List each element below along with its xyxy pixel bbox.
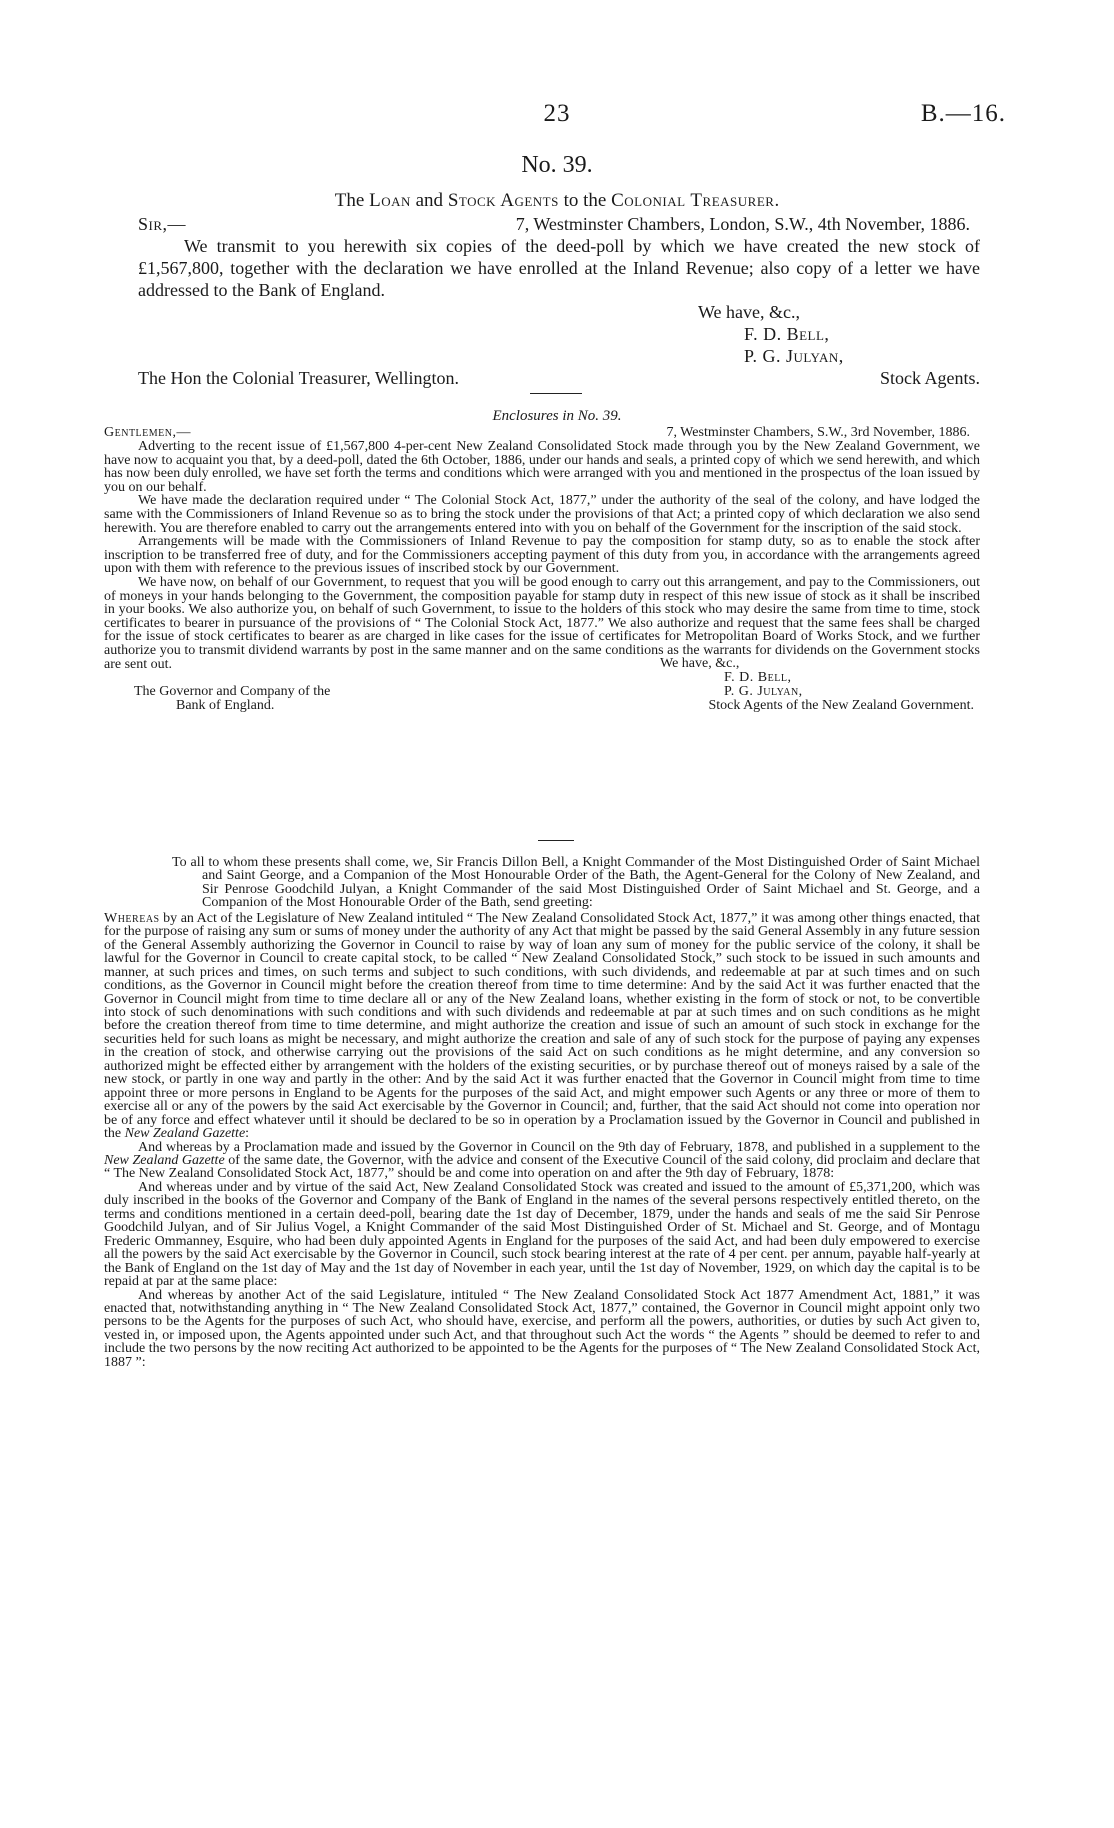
addressee-line1: The Governor and Company of the (134, 684, 331, 700)
letter-heading: The Loan and Stock Agents to the Colonial Treasurer. (334, 190, 780, 211)
document-number: No. 39. (521, 152, 593, 178)
signature-block (138, 301, 980, 411)
closing: We have, &c., (698, 302, 801, 322)
deed-opening: To all to whom these presents shall come, we, Sir Francis Dillon Bell, a Knight Commander of the Most Distinguished Order of Saint Michael and Saint George, and a Companion of the Most Honourable Order of the Bath, the Agent-General for the Colony of New Zealand, and Sir Penrose Goodchild Julyan, a Knight Commander of the said Most Distinguished Order of Saint Michael and St. George, and a Companion of the Most Honourable Order of the Bath, send greeting: (172, 855, 980, 911)
letter-two (104, 426, 980, 713)
page-number: 23 (543, 100, 571, 127)
signatory-title: Stock Agents. (879, 368, 980, 388)
signatory-bell: F. D. Bell, (724, 670, 792, 686)
addressee-line2: Bank of England. (176, 698, 275, 714)
divider (538, 840, 574, 841)
salutation: Gentlemen,— (104, 425, 191, 440)
address-date: 7, Westminster Chambers, London, S.W., 4th November, 1886. (515, 214, 970, 234)
deed-whereas: Whereas by an Act of the Legislature of New Zealand intituled “ The New Zealand Consolidated Stock Act, 1877,” it was among other things enacted, that for the purpose of raising any sum or sums of money under the authority of any Act that might be passed by the said General Assembly in any future session of the General Assembly authorizing the Governor in Council to raise by way of loan any sum of money for the public service of the colony, it shall be lawful for the Governor in Council to create capital stock, to be called “ New Zealand Consolidated Stock,” such stock to be issued in such amounts and manner, at such prices and times, on such terms and subject to such conditions, with such dividends, and redeemable at par at such times and on such conditions, as the Governor in Council might before the creation thereof from time to time determine: And by the said Act it was further enacted that the Governor in Council might from time to time declare all or any of the New Zealand loans, whether existing in the form of stock or not, to be convertible into stock of such denominations with such conditions and with such dividends and redeemable at par at such times and on such conditions as he might before the creation thereof from time to time determine, and might authorize the creation and issue of such an amount of such stock in exchange for the securities held for such loans as might be necessary, and might authorize the creation and sale of any of such stock for the purpose of paying any expenses in the creation of stock, and otherwise carrying out the provisions of the said Act on such conditions as he might determine, and any conversion so authorized might be effected either by arrangement with the holders of the existing securities, or by purchase thereof out of moneys raised by a sale of the new stock, or partly in one way and partly in the other: And by the said Act it was further enacted that the Governor in Council might from time to time appoint three or more persons in England to be Agents for the purposes of the said Act, and might empower such Agents or any three or more of them to exercise all or any of the powers by the said Act exercisable by the Governor in Council; and, further, that the said Act should not come into operation nor be of any force and effect whatever until it should be declared to be so in operation by a Proclamation issued by the Governor in Council and published in the New Zealand Gazette: (104, 910, 980, 1142)
deed-paragraph: And whereas by another Act of the said Legislature, intituled “ The New Zealand Consolidated Stock Act 1877 Amendment Act, 1881,” it was enacted that, notwithstanding anything in “ The New Zealand Consolidated Stock Act, 1877,” contained, the Governor in Council might appoint only two persons to be the Agents for the purposes of such Act, who should have, exercise, and perform all the powers, authorities, or duties by such Act given to, vested in, or imposed upon, the Agents appointed under such Act, and that throughout such Act the words “ the Agents ” should be deemed to refer to and include the two persons by the now reciting Act authorized to be appointed to be the Agents for the purposes of “ The New Zealand Consolidated Stock Act, 1887 ”: (104, 1287, 980, 1370)
signatory-bell: F. D. Bell, (744, 324, 830, 344)
signatory-title: Stock Agents of the New Zealand Government. (708, 698, 974, 714)
deed-paragraph: And whereas by a Proclamation made and issued by the Governor in Council on the 9th day of February, 1878, and published in a supplement to the New Zealand Gazette of the same date, the Governor, with the advice and consent of the Executive Council of the said colony, did proclaim and declare that “ The New Zealand Consolidated Stock Act, 1877,” should be and come into operation on and after the 9th day of February, 1878: (104, 1139, 981, 1182)
closing: We have, &c., (660, 656, 740, 672)
signature-block (104, 657, 980, 713)
salutation: Sir,— (138, 214, 187, 234)
letter-one (138, 213, 980, 411)
enclosures-heading: Enclosures in No. 39. (492, 408, 622, 424)
document-reference: B.—16. (920, 100, 1006, 127)
address-date: 7, Westminster Chambers, S.W., 3rd November, 1886. (666, 425, 970, 440)
deed-paragraph: And whereas under and by virtue of the said Act, New Zealand Consolidated Stock was created and issued to the amount of £5,371,200, which was duly inscribed in the books of the Governor and Company of the Bank of England in the names of the several persons respectively entitled thereto, on the terms and conditions mentioned in a certain deed-poll, bearing date the 1st day of December, 1879, under the hands and seals of me the said Sir Penrose Goodchild Julyan, and of Sir Julius Vogel, a Knight Commander of the said Most Distinguished Order of St. Michael and St. George, and of Montagu Frederic Ommanney, Esquire, who had been duly appointed Agents in England for the purposes of the said Act, and had been duly empowered to exercise all the powers by the said Act exercisable by the Governor in Council, such stock bearing interest at the rate of 4 per cent. per annum, payable half-yearly at the Bank of England on the 1st day of May and the 1st day of November in each year, until the 1st day of November, 1929, on which day the capital is to be repaid at par at the same place: (104, 1179, 980, 1290)
letter-body: We transmit to you herewith six copies of the deed-poll by which we have created the new stock of £1,567,800, together with the declaration we have enrolled at the Inland Revenue; also copy of a letter we have addressed to the Bank of England. (138, 236, 980, 300)
deed-poll (104, 856, 980, 1369)
paragraph: Adverting to the recent issue of £1,567,800 4-per-cent New Zealand Consolidated Stock made through you by the New Zealand Government, we have now to acquaint you that, by a deed-poll, dated the 6th October, 1886, under our hands and seals, a printed copy of which we send herewith, and which has now been duly enrolled, we have set forth the terms and conditions which were arranged with you and mentioned in the prospectus of the loan issued by you on our behalf. (104, 439, 980, 495)
divider (530, 393, 582, 394)
signatory-julyan: P. G. Julyan, (744, 346, 844, 366)
signatory-julyan: P. G. Julyan, (724, 684, 803, 700)
paragraph: We have made the declaration required under “ The Colonial Stock Act, 1877,” under the authority of the seal of the colony, and have lodged the same with the Commissioners of Inland Revenue so as to bring the stock under the provisions of that Act; a printed copy of which declaration we also send herewith. You are therefore enabled to carry out the arrangements entered into with you on behalf of the Government for the inscription of the said stock. (104, 493, 980, 536)
paragraph: Arrangements will be made with the Commissioners of Inland Revenue to pay the composition for stamp duty, so as to enable the stock after inscription to be transferred free of duty, and for the Commissioners accepting payment of this duty from you, in accordance with the arrangements agreed upon with them with reference to the previous issues of inscribed stock by our Government. (104, 534, 980, 577)
paragraph: We have now, on behalf of our Government, to request that you will be good enough to carry out this arrangement, and pay to the Commissioners, out of moneys in your hands belonging to the Government, the composition payable for stamp duty in respect of this new issue of stock as it shall be inscribed in your books. We also authorize you, on behalf of such Government, to issue to the holders of this stock who may desire the same from time to time, stock certificates to bearer in pursuance of the provisions of “ The Colonial Stock Act, 1877.” We also authorize and request that the same fees shall be charged for the issue of stock certificates to bearer as are charged in like cases for the issue of certificates for Metropolitan Board of Works Stock, and we further authorize you to transmit dividend warrants by post in the same manner and on the same conditions as the warrants for dividends on the Government stocks are sent out. (104, 574, 980, 672)
addressee: The Hon the Colonial Treasurer, Wellington. (138, 368, 459, 388)
